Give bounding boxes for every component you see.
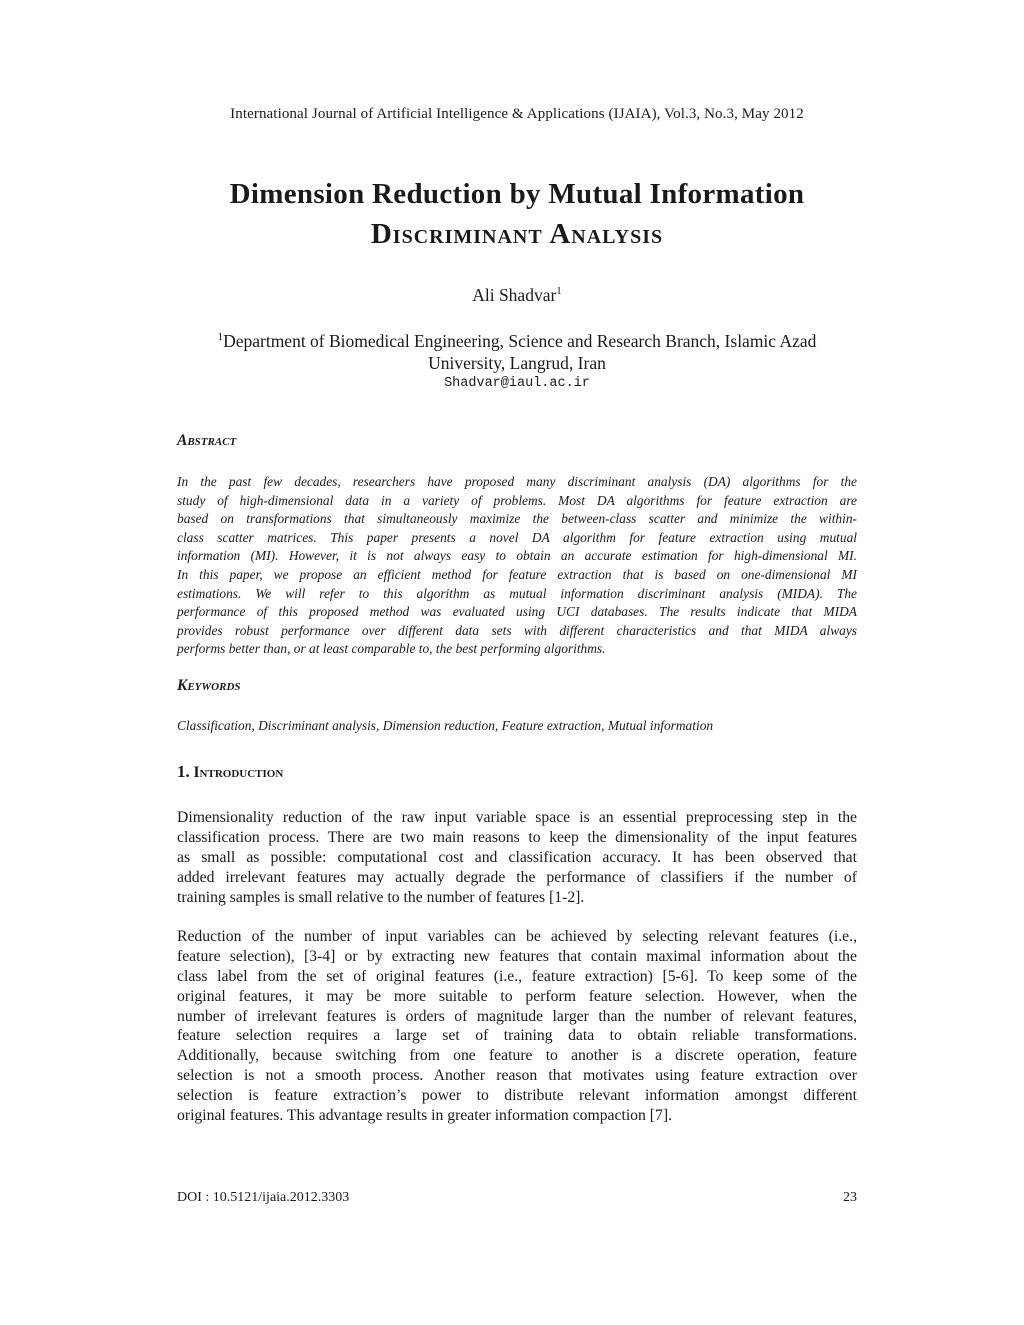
abstract-line: In the past few decades, researchers have proposed many discriminant analysis (DA) algorithms for the xyxy=(177,474,857,489)
footer-doi: DOI : 10.5121/ijaia.2012.3303 xyxy=(177,1190,350,1205)
author-superscript: 1 xyxy=(556,285,562,298)
paragraph-line: feature selection requires a large set of training data to obtain reliable transformations. xyxy=(177,1027,857,1045)
intro-paragraph-1 xyxy=(177,808,857,907)
intro-paragraph-2 xyxy=(177,927,857,1126)
affiliation-superscript: 1 xyxy=(217,331,224,344)
paragraph-line: Additionally, because switching from one feature to another is a discrete operation, feature xyxy=(177,1047,857,1065)
abstract-line: performs better than, or at least comparable to, the best performing algorithms. xyxy=(177,641,606,657)
affiliation-text-1: Department of Biomedical Engineering, Science and Research Branch, Islamic Azad xyxy=(223,331,817,351)
page-number: 23 xyxy=(843,1190,857,1205)
author xyxy=(0,285,1024,306)
affiliation-line-2: University, Langrud, Iran xyxy=(428,353,606,373)
abstract-heading: Abstract xyxy=(177,432,237,449)
section-number: 1. xyxy=(177,762,190,781)
abstract-line: study of high-dimensional data in a variety of problems. Most DA algorithms for feature extraction are xyxy=(177,492,857,508)
paragraph-line: Reduction of the number of input variables can be achieved by selecting relevant features (i.e., xyxy=(177,928,857,945)
abstract-line: performance of this proposed method was evaluated using UCI databases. The results indicate that MIDA xyxy=(177,604,857,620)
abstract-line: In this paper, we propose an efficient method for feature extraction that is based on one-dimensional MI xyxy=(177,566,857,582)
paragraph-line: feature selection), [3-4] or by extracting new features that contain maximal information about the xyxy=(177,947,857,965)
section-title: Introduction xyxy=(193,764,284,781)
keywords-list: Classification, Discriminant analysis, Dimension reduction, Feature extraction, Mutual information xyxy=(177,718,714,733)
abstract-line: provides robust performance over different data sets with different characteristics and that MIDA always xyxy=(177,622,857,638)
abstract-line: class scatter matrices. This paper presents a novel DA algorithm for feature extraction using mutual xyxy=(177,529,857,545)
paper-title-line-2: Discriminant Analysis xyxy=(370,218,664,250)
paragraph-line: class label from the set of original features (i.e., feature extraction) [5-6]. To keep some of the xyxy=(177,967,857,985)
paragraph-line: selection is feature extraction’s power to distribute relevant information amongst different xyxy=(177,1087,857,1105)
paragraph-line: as small as possible: computational cost and classification accuracy. It has been observed that xyxy=(177,848,857,866)
paragraph-line: added irrelevant features may actually degrade the performance of classifiers if the number of xyxy=(177,868,857,886)
paragraph-line: classification process. There are two main reasons to keep the dimensionality of the input features xyxy=(177,828,857,846)
keywords-heading: Keywords xyxy=(177,677,241,694)
paragraph-line: original features, it may be more suitable to perform feature selection. However, when the xyxy=(177,987,857,1005)
abstract-line: based on transformations that simultaneously maximize the between-class scatter and minimize the within- xyxy=(177,511,857,527)
paragraph-line: original features. This advantage results in greater information compaction [7]. xyxy=(177,1107,673,1125)
paragraph-line: Dimensionality reduction of the raw input variable space is an essential preprocessing step in the xyxy=(177,809,857,826)
abstract-body xyxy=(177,473,857,659)
affiliation-line-1 xyxy=(0,331,1024,352)
paragraph-line: training samples is small relative to the number of features [1-2]. xyxy=(177,888,585,906)
paper-title-line-1: Dimension Reduction by Mutual Information xyxy=(229,178,805,210)
author-email: Shadvar@iaul.ac.ir xyxy=(444,376,590,391)
abstract-line: estimations. We will refer to this algorithm as mutual information discriminant analysis (MIDA). The xyxy=(177,585,857,601)
author-name: Ali Shadvar xyxy=(472,285,557,305)
journal-header: International Journal of Artificial Intelligence & Applications (IJAIA), Vol.3, No.3, May 2012 xyxy=(230,106,804,122)
paragraph-line: number of irrelevant features is orders of magnitude larger than the number of relevant features, xyxy=(177,1007,857,1025)
paragraph-line: selection is not a smooth process. Another reason that motivates using feature extraction over xyxy=(177,1067,857,1085)
abstract-line: information (MI). However, it is not always easy to obtain an accurate estimation for high-dimensional MI. xyxy=(177,548,857,564)
introduction-heading xyxy=(177,762,283,782)
